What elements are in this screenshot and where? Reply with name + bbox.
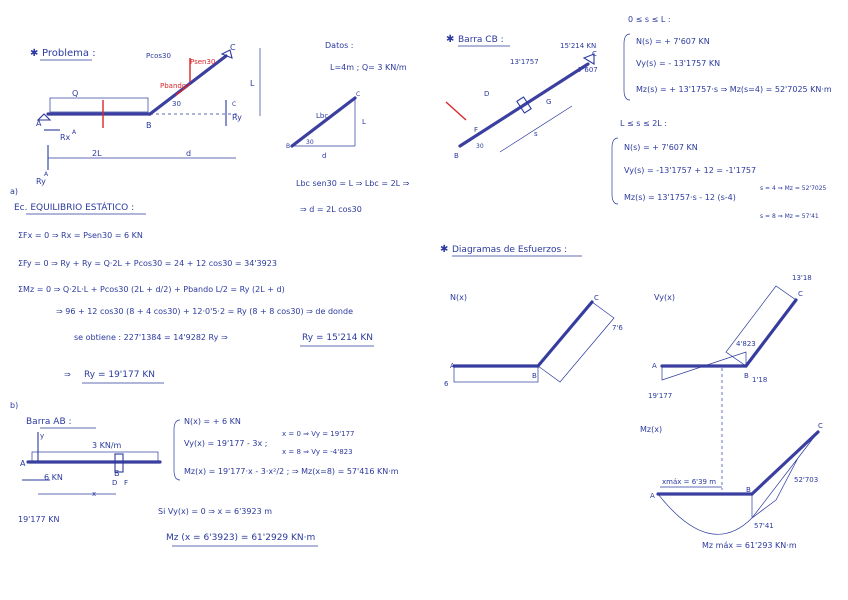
- m-region-bc: [752, 432, 818, 518]
- cb-f1-label: 13'1757: [510, 58, 539, 66]
- case1-shear: Vy(s) = - 13'1757 KN: [636, 59, 721, 68]
- cb-star: ✱: [446, 34, 455, 45]
- ab-a-label: A: [20, 459, 26, 468]
- ab-f-label: F: [124, 479, 129, 487]
- reaction-rx-sup: A: [72, 129, 77, 136]
- geom-d-equation: ⇒ d = 2L cos30: [300, 205, 362, 214]
- case2-moment-s4: s = 4 ⇒ Mz = 52'7025: [760, 185, 827, 192]
- m-value-2: 57'41: [754, 522, 774, 530]
- part-b-label: b): [10, 401, 19, 410]
- m-c: C: [818, 422, 823, 430]
- v-region-bc: [726, 286, 796, 366]
- ab-shear-x0: x = 0 ⇒ Vy = 19'177: [282, 430, 355, 438]
- diagrams-star: ✱: [440, 244, 449, 255]
- equation-mz-expanded: ⇒ 96 + 12 cos30 (8 + 4 cos30) + 12·0'5·2 = Ry (8 + 8 cos30) ⇒ de donde: [56, 307, 353, 316]
- ab-moment-eq: Mz(x) = 19'177·x - 3·x²/2 ; ⇒ Mz(x=8) = 57'416 KN·m: [184, 467, 399, 476]
- v-value-4: 13'18: [792, 274, 812, 282]
- result-arrow: ⇒: [64, 370, 71, 379]
- geom-c: C: [356, 91, 361, 98]
- geom-b: B: [286, 143, 291, 150]
- ab-load-box: [32, 452, 158, 461]
- geom-angle: 30: [306, 139, 314, 146]
- v-value-2: 4'823: [736, 340, 756, 348]
- ab-reaction-label: 19'177 KN: [18, 515, 60, 524]
- node-a-label: A: [36, 119, 42, 128]
- ab-moment-max: Mz (x = 6'3923) = 61'2929 KN·m: [166, 533, 316, 543]
- ab-y-label: y: [40, 432, 45, 440]
- geom-equation: Lbc sen30 = L ⇒ Lbc = 2L ⇒: [296, 179, 410, 188]
- case2-normal: N(s) = + 7'607 KN: [624, 143, 698, 152]
- problem-title: Problema :: [42, 48, 96, 59]
- n-c: C: [594, 294, 599, 302]
- v-b: B: [744, 372, 749, 380]
- result-ry-c: Ry = 15'214 KN: [302, 333, 373, 343]
- dim-d-label: d: [186, 149, 192, 158]
- p-cos-label: Pcos30: [146, 52, 171, 60]
- equation-result-line: se obtiene : 227'1384 = 14'9282 Ry ⇒: [74, 333, 228, 342]
- v-value-3: 1'18: [752, 376, 768, 384]
- cb-g-label: G: [546, 98, 552, 106]
- case1-moment: Mz(s) = + 13'1757·s ⇒ Mz(s=4) = 52'7025 KN·m: [636, 85, 832, 94]
- case2-bracket: [612, 138, 618, 204]
- n-value-1: 6: [444, 380, 449, 388]
- cb-angle-label: 30: [476, 143, 484, 150]
- cb-s-label: s: [534, 130, 538, 138]
- m-a: A: [650, 492, 655, 500]
- angle-label: 30: [172, 100, 181, 108]
- geometry-figure: [286, 91, 366, 160]
- v-value-1: 19'177: [648, 392, 673, 400]
- m-diagram-title: Mz(x): [640, 425, 663, 434]
- v-diagram-title: Vy(x): [654, 293, 675, 302]
- barra-ab-figure: [18, 432, 160, 524]
- cb-c-label: C: [592, 50, 597, 58]
- load-label: Q: [72, 89, 79, 98]
- ab-normal-eq: N(x) = + 6 KN: [184, 417, 241, 426]
- geom-l: L: [362, 118, 366, 126]
- ab-load-label: 3 KN/m: [92, 441, 122, 450]
- problem-header: [30, 48, 96, 60]
- case2-shear: Vy(s) = -13'1757 + 12 = -1'1757: [624, 166, 757, 175]
- reaction-ry-a-label: Ry: [36, 177, 46, 186]
- datos-title: Datos :: [325, 41, 354, 50]
- ab-bracket: [174, 420, 180, 480]
- bending-moment-diagram: [640, 422, 823, 550]
- cb-f2-label: 7'607: [578, 66, 598, 74]
- n-a: A: [450, 362, 455, 370]
- result-ry-a: Ry = 19'177 KN: [84, 370, 155, 380]
- ab-d-label: D: [112, 479, 118, 487]
- p-bold-label: Pbando: [160, 82, 187, 90]
- case1-normal: N(s) = + 7'607 KN: [636, 37, 710, 46]
- v-c: C: [798, 290, 803, 298]
- ab-b-label: B: [114, 469, 120, 478]
- ab-shear-x8: x = 8 ⇒ Vy = -4'823: [282, 448, 353, 456]
- equilibrium-title: Ec. EQUILIBRIO ESTÁTICO :: [14, 203, 135, 213]
- cb-b-label: B: [454, 152, 459, 160]
- case1-title: 0 ≤ s ≤ L :: [628, 15, 671, 24]
- v-a: A: [652, 362, 657, 370]
- m-base-bc: [752, 432, 818, 494]
- bar-bc-geom: [292, 98, 355, 146]
- ab-shear-eq: Vy(x) = 19'177 - 3x ;: [184, 439, 268, 448]
- m-value-1: 52'703: [794, 476, 819, 484]
- cb-f-label: F: [474, 126, 479, 134]
- dim-l-label: L: [250, 79, 255, 88]
- cb-red-force: [446, 102, 466, 120]
- n-b: B: [532, 372, 537, 380]
- distributed-load-box: [50, 98, 148, 112]
- shear-force-diagram: [648, 274, 812, 490]
- problem-figure: [36, 43, 260, 186]
- geom-d: d: [322, 152, 327, 160]
- barra-cb-figure: [446, 42, 598, 160]
- diagrams-title: Diagramas de Esfuerzos :: [452, 245, 568, 255]
- case2-moment: Mz(s) = 13'1757·s - 12 (s-4): [624, 193, 736, 202]
- equation-sum-mz: ΣMz = 0 ⇒ Q·2L·L + Pcos30 (2L + d/2) + Pbando L/2 = Ry (2L + d): [18, 285, 285, 294]
- cb-bar: [460, 64, 588, 146]
- n-region-bc: [538, 302, 614, 382]
- barra-cb-title: Barra CB :: [458, 35, 504, 45]
- m-curve-ab: [658, 494, 752, 534]
- geom-lbc: Lbc: [316, 112, 329, 120]
- ab-force-label: 6 KN: [44, 473, 63, 482]
- normal-force-diagram: [444, 293, 623, 388]
- n-value-2: 7'6: [612, 324, 623, 332]
- part-a-label: a): [10, 187, 19, 196]
- equation-sum-fx: ΣFx = 0 ⇒ Rx = Psen30 = 6 KN: [18, 231, 143, 240]
- dim-2l-label: 2L: [92, 149, 102, 158]
- cb-force-label: 15'214 KN: [560, 42, 597, 50]
- m-max-label: Mz máx = 61'293 KN·m: [702, 541, 797, 550]
- reaction-ry-a-sup: A: [44, 171, 49, 178]
- ab-shear-zero: Si Vy(x) = 0 ⇒ x = 6'3923 m: [158, 507, 272, 516]
- datos-values: L=4m ; Q= 3 KN/m: [330, 63, 407, 72]
- case2-title: L ≤ s ≤ 2L :: [620, 119, 667, 128]
- p-sen-label: Psen30: [190, 58, 216, 66]
- cb-d-label: D: [484, 90, 490, 98]
- case1-bracket: [624, 34, 630, 100]
- n-diagram-title: N(x): [450, 293, 467, 302]
- reaction-ry-c-sup: C: [232, 101, 237, 108]
- barra-ab-title: Barra AB :: [26, 417, 72, 427]
- problem-title-star: ✱: [30, 48, 39, 59]
- m-b: B: [746, 486, 751, 494]
- reaction-ry-c-label: Ry: [232, 113, 242, 122]
- reaction-rx-label: Rx: [60, 133, 71, 142]
- equation-sum-fy: ΣFy = 0 ⇒ Ry + Ry = Q·2L + Pcos30 = 24 + 12 cos30 = 34'3923: [18, 259, 277, 268]
- ab-x-label: x: [92, 490, 97, 498]
- n-region-ab: [454, 366, 538, 382]
- m-xmax: xmáx = 6'39 m: [662, 478, 717, 486]
- node-c-label: C: [230, 43, 236, 52]
- node-b-label: B: [146, 121, 152, 130]
- case2-moment-s8: s = 8 ⇒ Mz = 57'41: [760, 213, 819, 220]
